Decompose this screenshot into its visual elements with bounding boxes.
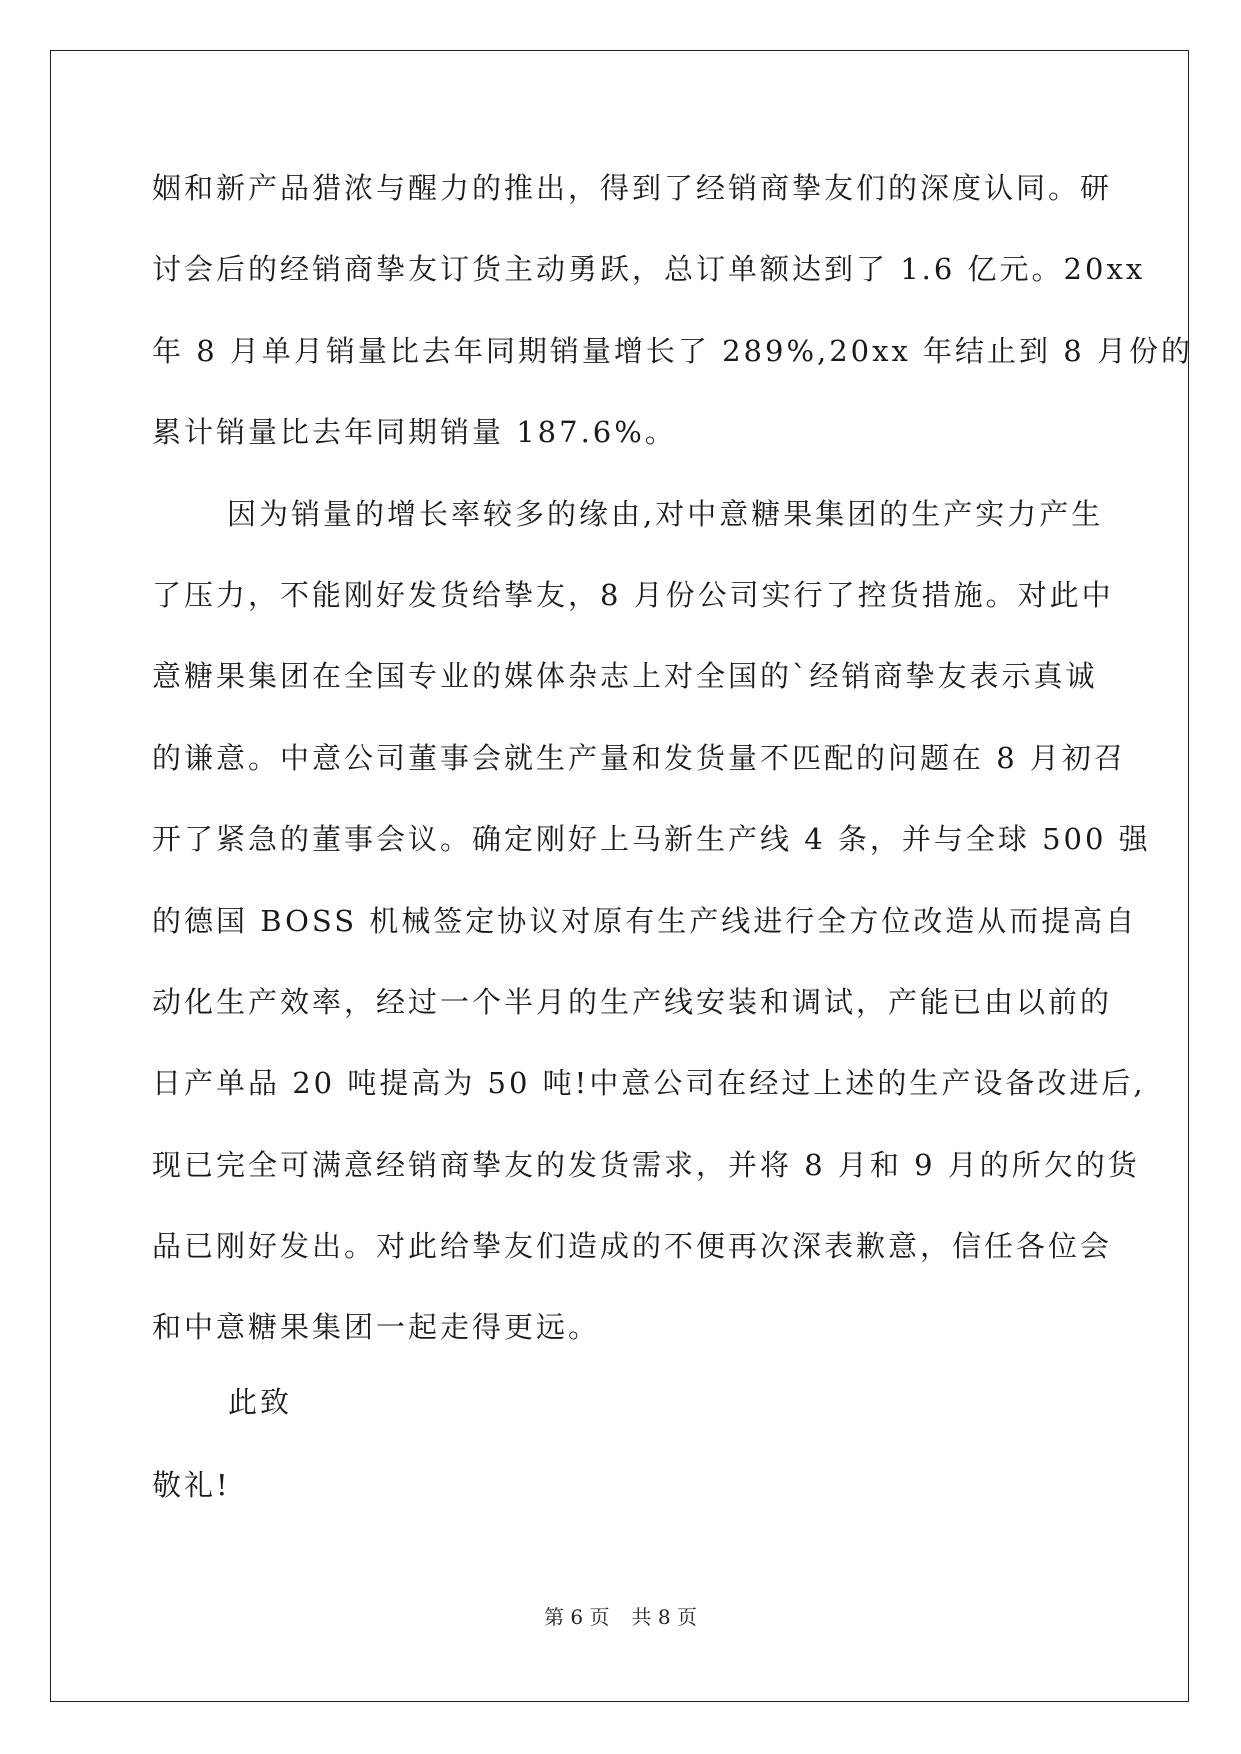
page-total: 共 8 页 [631,1605,697,1629]
document-body [152,160,1193,1381]
page-footer [0,1601,1241,1630]
page-number: 第 6 页 [544,1605,610,1629]
body-line: 品已刚好发出。对此给挚友们造成的不便再次深表歉意，信任各位会 [152,1229,1113,1264]
body-line: 现已完全可满意经销商挚友的发货需求，并将 8 月和 9 月的所欠的货 [152,1147,1140,1182]
body-line: 讨会后的经销商挚友订货主动勇跃，总订单额达到了 1.6 亿元。20xx [152,252,1146,287]
body-line: 姻和新产品猎浓与醒力的推出，得到了经销商挚友们的深度认同。研 [152,171,1113,205]
body-line: 的德国 BOSS 机械签定协议对原有生产线进行全方位改造从而提高自 [152,903,1138,938]
closing-salutation: 此致 [228,1385,293,1419]
body-line: 意糖果集团在全国专业的媒体杂志上对全国的`经销商挚友表示真诚 [152,659,1098,694]
body-line: 年 8 月单月销量比去年同期销量增长了 289%,20xx 年结止到 8 月份的 [152,333,1193,368]
body-line: 开了紧急的董事会议。确定刚好上马新生产线 4 条，并与全球 500 强 [152,822,1151,857]
body-line: 动化生产效率，经过一个半月的生产线安装和调试，产能已由以前的 [152,984,1113,1019]
closing-regards: 敬礼! [152,1468,231,1502]
body-line: 因为销量的增长率较多的缘由,对中意糖果集团的生产实力产生 [227,496,1104,531]
body-line: 的谦意。中意公司董事会就生产量和发货量不匹配的问题在 8 月初召 [152,740,1126,775]
body-line: 日产单品 20 吨提高为 50 吨!中意公司在经过上述的生产设备改进后, [152,1066,1146,1101]
body-line: 和中意糖果集团一起走得更远。 [152,1310,601,1345]
body-line: 累计销量比去年同期销量 187.6%。 [152,415,677,450]
body-line: 了压力，不能刚好发货给挚友，8 月份公司实行了控货措施。对此中 [152,577,1114,612]
